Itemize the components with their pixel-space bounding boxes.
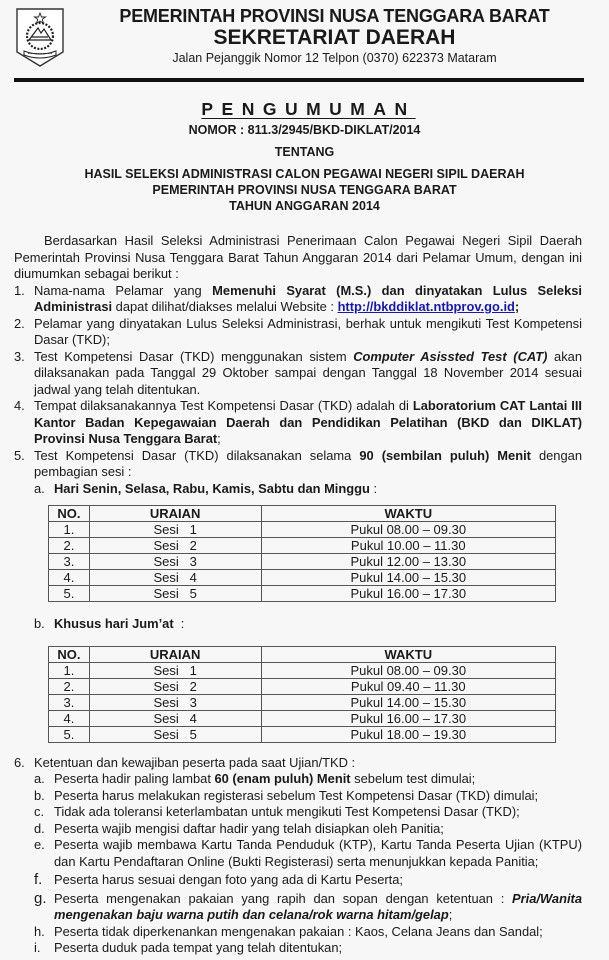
emphasis: Computer Asissted Test (CAT) xyxy=(353,348,548,364)
letterhead xyxy=(0,0,609,82)
column-header-uraian: URAIAN xyxy=(89,506,261,522)
rule-a: a. Peserta hadir paling lambat 60 (enam puluh) Menit sebelum test dimulai; xyxy=(34,771,476,786)
column-header-no: NO. xyxy=(49,506,90,522)
schedule-b-label: b. Khusus hari Jum’at : xyxy=(34,616,185,631)
document-title: PENGUMUMAN xyxy=(201,99,416,119)
table-row: 3. Sesi 3 Pukul 12.00 – 13.30 xyxy=(49,554,556,570)
schedule-table-friday xyxy=(48,646,556,743)
website-link[interactable]: http://bkddiklat.ntbprov.go.id xyxy=(337,299,515,314)
column-header-no: NO. xyxy=(49,646,90,662)
table-row: 3. Sesi 3 Pukul 14.00 – 15.30 xyxy=(49,694,556,710)
schedule-a-label: a. Hari Senin, Selasa, Rabu, Kamis, Sabtu dan Minggu : xyxy=(34,480,378,496)
table-row: 5. Sesi 5 Pukul 18.00 – 19.30 xyxy=(49,726,556,742)
rule-b: b. Peserta harus melakukan registerasi sebelum Test Kompetensi Dasar (TKD) dimulai; xyxy=(34,787,539,803)
announcement-heading xyxy=(0,98,609,214)
list-item-2: 2. Pelamar yang dinyatakan Lulus Seleksi Administrasi, berhak untuk mengikuti Test Kompetensi Dasar (TKD); xyxy=(14,315,582,347)
subject-line: TAHUN ANGGARAN 2014 xyxy=(229,199,380,213)
column-header-waktu: WAKTU xyxy=(261,646,555,662)
office-address: Jalan Pejanggik Nomor 12 Telpon (0370) 622373 Mataram xyxy=(172,51,497,65)
list-item-5: 5. Test Kompetensi Dasar (TKD) dilaksanakan selama 90 (sembilan puluh) Menit dengan pembagian sesi : a. Hari Senin, Selasa, Rabu, Kamis, Sabtu dan Minggu : xyxy=(14,447,582,496)
document-number: NOMOR : 811.3/2945/BKD-DIKLAT/2014 xyxy=(188,123,421,137)
provincial-emblem-icon xyxy=(14,6,66,68)
subject-line: HASIL SELEKSI ADMINISTRASI CALON PEGAWAI NEGERI SIPIL DAERAH xyxy=(84,167,525,181)
intro-paragraph: Berdasarkan Hasil Seleksi Administrasi Penerimaan Calon Pegawai Negeri Sipil Daerah Pemerintah Provinsi Nusa Tenggara Barat Tahun Anggaran 2014 dari Pelamar Umum, dengan ini diumumkan sebagai berikut : xyxy=(14,233,582,281)
office-name: SEKRETARIAT DAERAH xyxy=(213,26,456,49)
subject-line: PEMERINTAH PROVINSI NUSA TENGGARA BARAT xyxy=(152,183,457,197)
column-header-uraian: URAIAN xyxy=(89,646,261,662)
government-name: PEMERINTAH PROVINSI NUSA TENGGARA BARAT xyxy=(119,6,550,26)
emphasis: 90 (sembilan puluh) Menit xyxy=(359,447,531,463)
table-row: 4. Sesi 4 Pukul 14.00 – 15.30 xyxy=(49,570,556,586)
column-header-waktu: WAKTU xyxy=(261,506,555,522)
announcement-list xyxy=(14,283,582,498)
emphasis: Laboratorium CAT Lantai III Kantor Badan Kepegawaian Daerah dan Pendidikan Pelatihan (BKD dan DIKLAT) Provinsi Nusa Tenggara Barat xyxy=(34,398,582,446)
schedule-table-weekdays xyxy=(48,505,556,602)
list-item-1: 1. Nama-nama Pelamar yang Memenuhi Syarat (M.S.) dan dinyatakan Lulus Seleksi Administrasi dapat dilihat/diakses melalui Website : http://bkddiklat.ntbprov.go.id; xyxy=(14,282,582,314)
rule-c: c. Tidak ada toleransi keterlambatan untuk mengikuti Test Kompetensi Dasar (TKD); xyxy=(34,804,520,819)
about-label: TENTANG xyxy=(274,145,335,159)
rule-h: h. Peserta tidak diperkenankan mengenakan pakaian : Kaos, Celana Jeans dan Sandal; xyxy=(34,923,543,939)
announcement-body xyxy=(14,233,582,957)
table-row: 2. Sesi 2 Pukul 09.40 – 11.30 xyxy=(49,678,556,694)
letterhead-divider xyxy=(14,78,584,82)
list-item-6: 6. Ketentuan dan kewajiban peserta pada saat Ujian/TKD : a. Peserta hadir paling lambat 60 (enam puluh) Menit sebelum test dimulai; b. Peserta harus melakukan registerasi sebelum Test Kompetensi Dasar (TKD) dimulai; c. Tidak ada toleransi keterlambatan untuk mengikuti Test Kompetensi Dasar (TKD); d. Peserta wajib mengisi daftar hadir yang telah disiapkan oleh Panitia; e. Peserta wajib membawa Kartu Tanda Penduduk (KTP), Kartu Tanda Peserta Ujian (KTPU) dan Kartu Pendaftaran Online (Bukti Registerasi) serta menunjukkan kepada Panitia; f. Peserta harus sesuai dengan foto yang ada di Kartu Peserta; g. Peserta mengenakan pakaian yang rapih dan sopan dengan ketentuan : Pria/Wanita mengenakan baju warna putih dan celana/rok warna hitam/gelap; h. Peserta tidak diperkenankan mengenakan pakaian : Kaos, Celana Jeans dan Sandal; i. Peserta duduk pada tempat yang telah ditentukan; xyxy=(14,754,582,955)
rule-g: g. Peserta mengenakan pakaian yang rapih dan sopan dengan ketentuan : Pria/Wanita mengenakan baju warna putih dan celana/rok warna hitam/gelap; xyxy=(34,889,582,922)
rule-e: e. Peserta wajib membawa Kartu Tanda Penduduk (KTP), Kartu Tanda Peserta Ujian (KTPU) dan Kartu Pendaftaran Online (Bukti Registerasi) serta menunjukkan kepada Panitia; xyxy=(34,837,582,869)
table-row: 1. Sesi 1 Pukul 08.00 – 09.30 xyxy=(49,662,556,678)
table-row: 5. Sesi 5 Pukul 16.00 – 17.30 xyxy=(49,586,556,602)
rule-f: f. Peserta harus sesuai dengan foto yang ada di Kartu Peserta; xyxy=(34,871,403,888)
list-item-3: 3. Test Kompetensi Dasar (TKD) menggunakan sistem Computer Asissted Test (CAT) akan dilaksanakan pada Tanggal 29 Oktober sampai dengan Tanggal 18 November 2014 sesuai jadwal yang telah ditentukan. xyxy=(14,348,582,397)
emphasis: Memenuhi Syarat (M.S.) dan dinyatakan Lulus Seleksi Administrasi xyxy=(34,282,582,314)
table-row: 1. Sesi 1 Pukul 08.00 – 09.30 xyxy=(49,522,556,538)
table-row: 4. Sesi 4 Pukul 16.00 – 17.30 xyxy=(49,710,556,726)
table-row: 2. Sesi 2 Pukul 10.00 – 11.30 xyxy=(49,538,556,554)
document-subject xyxy=(0,166,609,214)
list-item-4: 4. Tempat dilaksanakannya Test Kompetensi Dasar (TKD) adalah di Laboratorium CAT Lantai III Kantor Badan Kepegawaian Daerah dan Pendidikan Pelatihan (BKD dan DIKLAT) Provinsi Nusa Tenggara Barat; xyxy=(14,398,582,446)
announcement-list-continued xyxy=(14,755,582,957)
rule-i: i. Peserta duduk pada tempat yang telah ditentukan; xyxy=(34,940,343,955)
rule-d: d. Peserta wajib mengisi daftar hadir yang telah disiapkan oleh Panitia; xyxy=(34,820,444,836)
